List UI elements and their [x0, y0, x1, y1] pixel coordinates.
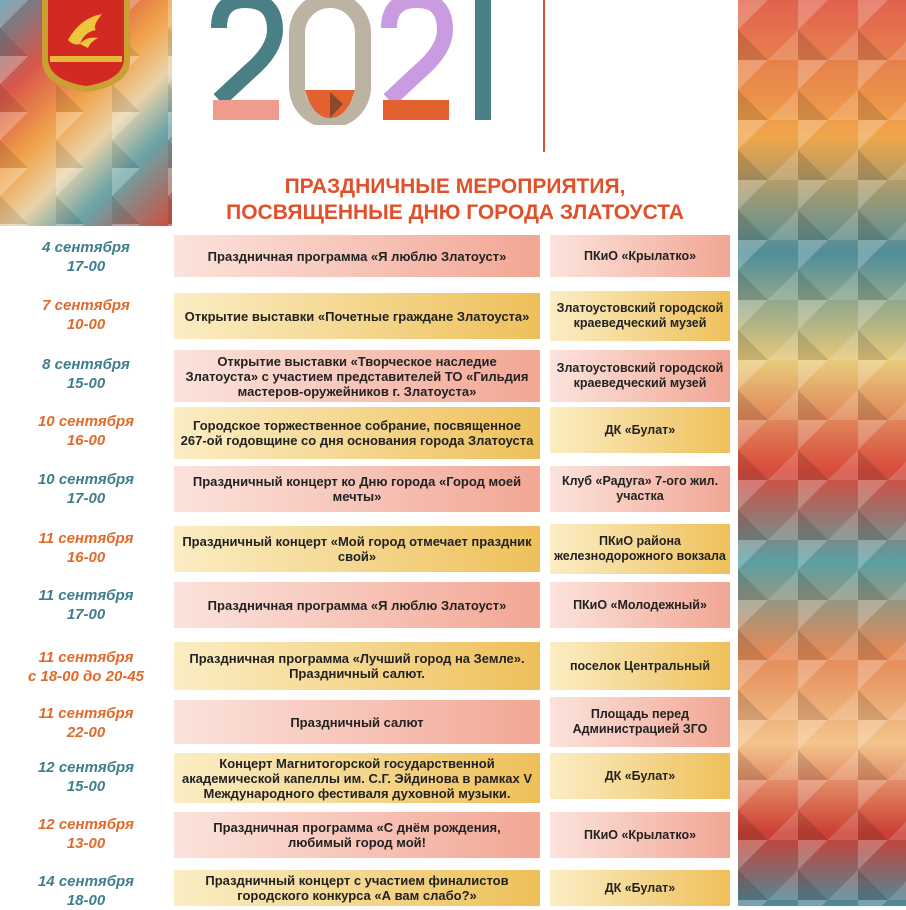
event-venue: поселок Центральный — [550, 642, 730, 690]
event-title: Городское торжественное собрание, посвященное 267-ой годовщине со дня основания города Златоуста — [174, 407, 540, 459]
event-title: Открытие выставки «Почетные граждане Златоуста» — [174, 293, 540, 339]
event-title: Праздничная программа «Лучший город на Земле». Праздничный салют. — [174, 642, 540, 690]
event-time: 17-00 — [66, 258, 106, 275]
year-text: 2021 — [205, 0, 208, 1]
event-time: 13-00 — [66, 835, 106, 852]
event-date: 7 сентября — [42, 297, 130, 314]
event-time: 15-00 — [66, 778, 106, 795]
event-date-block — [0, 296, 172, 334]
event-time: 15-00 — [66, 375, 106, 392]
headline-line-1: ПРАЗДНИЧНЫЕ МЕРОПРИЯТИЯ, — [284, 175, 626, 198]
event-title: Праздничная программа «Я люблю Златоуст» — [174, 582, 540, 628]
event-venue: ПКиО «Крылатко» — [550, 812, 730, 858]
headline-line-2: ПОСВЯЩЕННЫЕ ДНЮ ГОРОДА ЗЛАТОУСТА — [226, 201, 684, 224]
event-time: 16-00 — [66, 432, 106, 449]
event-date-block — [0, 758, 172, 796]
event-venue: Златоустовский городской краеведческий музей — [550, 291, 730, 341]
event-venue: ПКиО «Крылатко» — [550, 235, 730, 277]
event-title: Праздничный концерт ко Дню города «Город моей мечты» — [174, 466, 540, 512]
event-title: Открытие выставки «Творческое наследие Златоуста» с участием представителей ТО «Гильдия мастеров-оружейников г. Златоуста» — [174, 350, 540, 402]
event-date: 11 сентября — [38, 705, 134, 722]
event-date: 11 сентября — [38, 587, 134, 604]
event-title: Концерт Магнитогорской государственной академической капеллы им. С.Г. Эйдинова в рамках V Международного фестиваля духовной музыки. — [174, 753, 540, 803]
event-date-block — [0, 872, 172, 910]
event-venue: Златоустовский городской краеведческий музей — [550, 350, 730, 402]
event-date: 11 сентября — [38, 649, 134, 666]
event-time: 17-00 — [66, 606, 106, 623]
event-title: Праздничная программа «Я люблю Златоуст» — [174, 235, 540, 277]
event-venue: Клуб «Радуга» 7-ого жил. участка — [550, 466, 730, 512]
event-date: 12 сентября — [37, 816, 135, 833]
event-title: Праздничный концерт с участием финалистов городского конкурса «А вам слабо?» — [174, 870, 540, 906]
event-title: Праздничный салют — [174, 700, 540, 744]
event-date-block — [0, 648, 172, 686]
event-venue: ДК «Булат» — [550, 407, 730, 453]
event-venue: ПКиО района железнодорожного вокзала — [550, 524, 730, 574]
event-time: 10-00 — [66, 316, 106, 333]
event-date: 12 сентября — [37, 759, 135, 776]
event-title: Праздничная программа «С днём рождения, любимый город мой! — [174, 812, 540, 858]
event-date: 10 сентября — [37, 413, 135, 430]
event-date-block — [0, 815, 172, 853]
event-date-block — [0, 704, 172, 742]
event-date-block — [0, 412, 172, 450]
event-date: 14 сентября — [37, 873, 135, 890]
event-date-block — [0, 586, 172, 624]
event-date: 4 сентября — [42, 239, 130, 256]
event-time: 16-00 — [66, 549, 106, 566]
event-date-block — [0, 470, 172, 508]
event-time: 18-00 — [66, 892, 106, 909]
event-time: 22-00 — [66, 724, 106, 741]
event-date: 10 сентября — [37, 471, 135, 488]
event-date: 11 сентября — [38, 530, 134, 547]
event-time: с 18-00 до 20-45 — [27, 668, 144, 685]
event-date-block — [0, 529, 172, 567]
event-date-block — [0, 238, 172, 276]
event-venue: ПКиО «Молодежный» — [550, 582, 730, 628]
event-date-block — [0, 355, 172, 393]
event-time: 17-00 — [66, 490, 106, 507]
event-venue: ДК «Булат» — [550, 753, 730, 799]
event-title: Праздничный концерт «Мой город отмечает праздник свой» — [174, 526, 540, 572]
event-venue: Площадь перед Администрацией ЗГО — [550, 697, 730, 747]
event-venue: ДК «Булат» — [550, 870, 730, 906]
event-date: 8 сентября — [42, 356, 130, 373]
